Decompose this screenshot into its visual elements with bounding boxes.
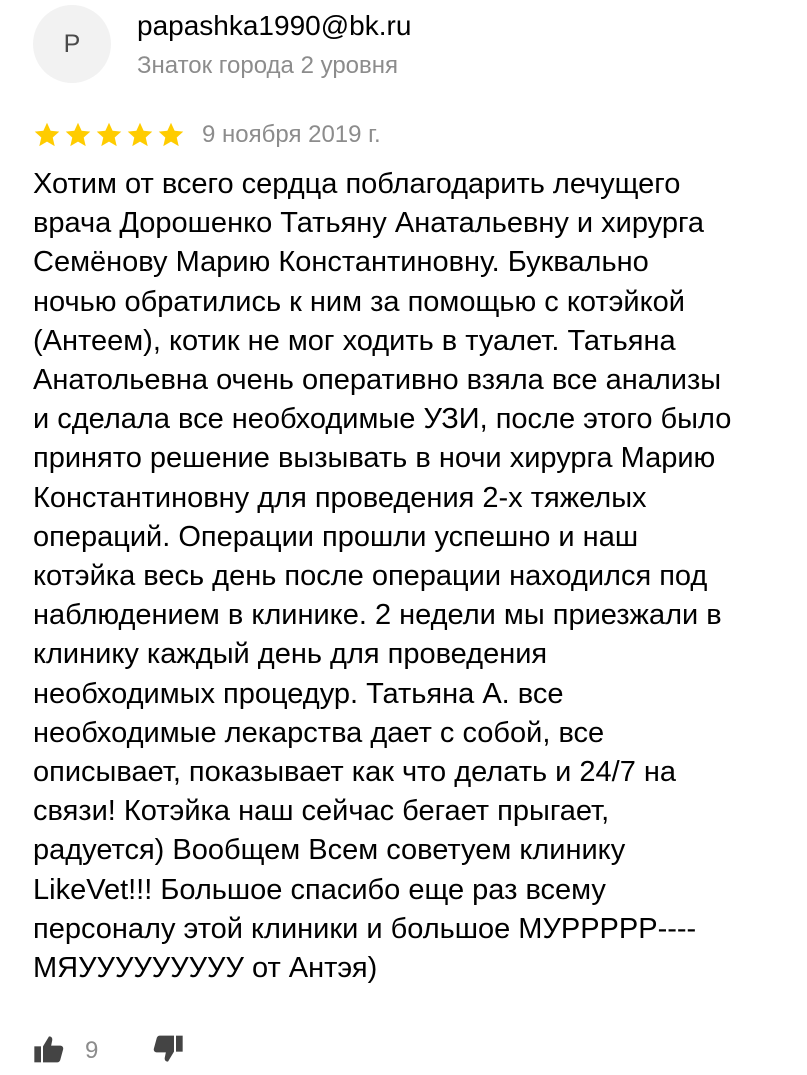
star-rating [33, 121, 188, 149]
review-actions [33, 1032, 184, 1070]
thumbs-up-icon [33, 1033, 65, 1070]
like-button[interactable] [33, 1033, 98, 1070]
author-level: Знаток города 2 уровня [137, 52, 399, 79]
star-icon [157, 121, 185, 149]
author-name[interactable]: papashka1990@bk.ru [137, 10, 412, 41]
star-icon [33, 121, 61, 149]
review-date: 9 ноября 2019 г. [202, 121, 381, 148]
like-count: 9 [85, 1037, 99, 1064]
avatar-initial: P [63, 29, 81, 58]
avatar[interactable] [33, 5, 111, 83]
star-icon [64, 121, 92, 149]
rating-row [33, 115, 381, 155]
review-text: Хотим от всего сердца поблагодарить лечущего врача Дорошенко Татьяну Анатальевну и хирурга Семёнову Марию Константиновну. Буквально ночью обратились к ним за помощью с котэйкой (Антеем), котик не мог ходить в туалет. Татьяна Анатольевна очень оперативно взяла все анализы и сделала все необходимые УЗИ, после этого было принято решение вызывать в ночи хирурга Марию Константиновну для проведения 2-х тяжелых операций. Операции прошли успешно и наш котэйка весь день после операции находился под наблюдением в клинике. 2 недели мы приезжали в клинику каждый день для проведения необходимых процедур. Татьяна А. все необходимые лекарства дает с собой, все описывает, показывает как что делать и 24/7 на связи! Котэйка наш сейчас бегает прыгает, радуется) Вообщем Всем советуем клинику LikeVet!!! Большое спасибо еще раз всему персоналу этой клиники и большое МУРРРРР---- МЯУУУУУУУУУ от Антэя) [33, 168, 732, 985]
star-icon [95, 121, 123, 149]
dislike-button[interactable] [152, 1033, 184, 1070]
star-icon [126, 121, 154, 149]
thumbs-down-icon [152, 1033, 184, 1070]
